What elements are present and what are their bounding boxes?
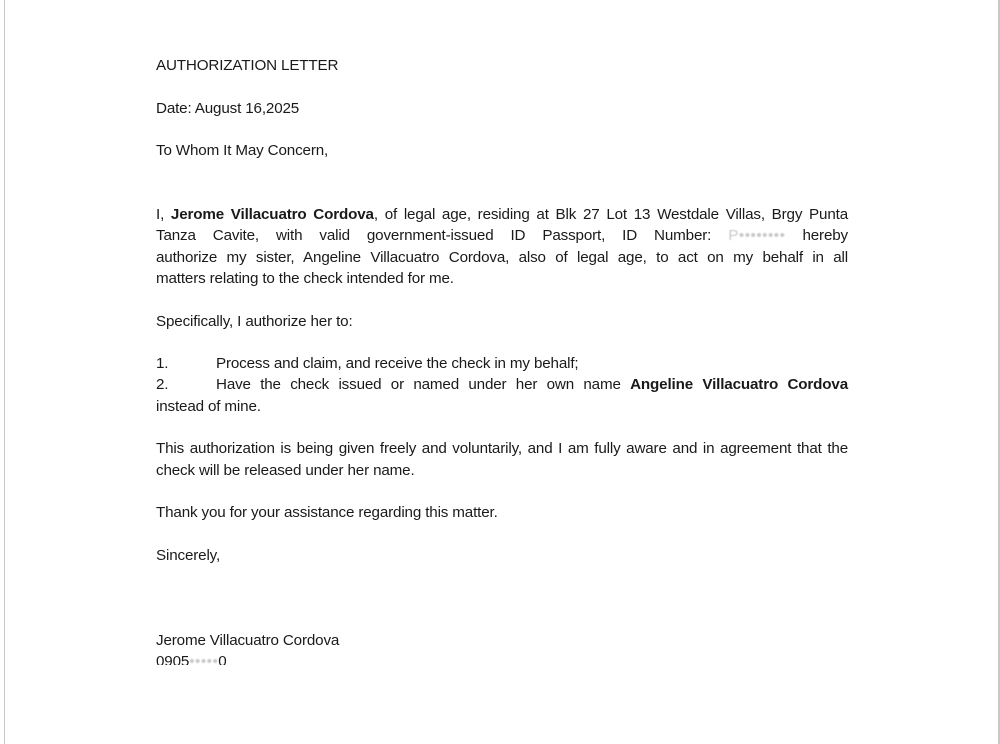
specifically-text: Specifically, I authorize her to:: [156, 312, 353, 330]
list-item-2: [156, 374, 848, 395]
id-number-redacted: P••••••••: [728, 227, 786, 245]
letter-title: AUTHORIZATION LETTER: [156, 57, 339, 74]
paragraph-authorization-intro: [156, 204, 848, 289]
list-item-2-continuation: instead of mine.: [156, 397, 261, 415]
grantee-name: Angeline Villacuatro Cordova: [630, 376, 848, 394]
list-text: Have the check issued or named under her own name Angeline Villacuatro Cordova: [216, 376, 848, 394]
contact-number-redacted: 0905•••••0: [156, 653, 227, 666]
document-page: [4, 0, 1000, 744]
intro-line-2: Tanza Cavite, with valid government-issued ID Passport, ID Number: P•••••••• hereby: [156, 225, 848, 246]
list-item-1: [156, 353, 848, 374]
authorization-list: [156, 353, 848, 417]
intro-line-1: I, Jerome Villacuatro Cordova, of legal age, residing at Blk 27 Lot 13 Westdale Villas, Brgy Punta: [156, 206, 848, 224]
list-text: Process and claim, and receive the check in my behalf;: [216, 355, 579, 373]
paragraph-voluntary: This authorization is being given freely and voluntarily, and I am fully aware and in agreement that the check will be released under her name.: [156, 440, 848, 479]
signature-name: Jerome Villacuatro Cordova: [156, 632, 340, 650]
intro-line-3: authorize my sister, Angeline Villacuatro Cordova, also of legal age, to act on my behalf in all: [156, 248, 848, 266]
closing-text: Sincerely,: [156, 546, 221, 564]
grantor-name: Jerome Villacuatro Cordova: [170, 206, 374, 224]
list-number: 1.: [156, 355, 169, 373]
letter-salutation: To Whom It May Concern,: [156, 142, 329, 160]
thanks-text: Thank you for your assistance regarding this matter.: [156, 504, 498, 522]
intro-line-4: matters relating to the check intended for me.: [156, 269, 454, 287]
letter-date: Date: August 16,2025: [156, 99, 300, 117]
list-number: 2.: [156, 376, 169, 394]
letter-body: [156, 55, 848, 665]
